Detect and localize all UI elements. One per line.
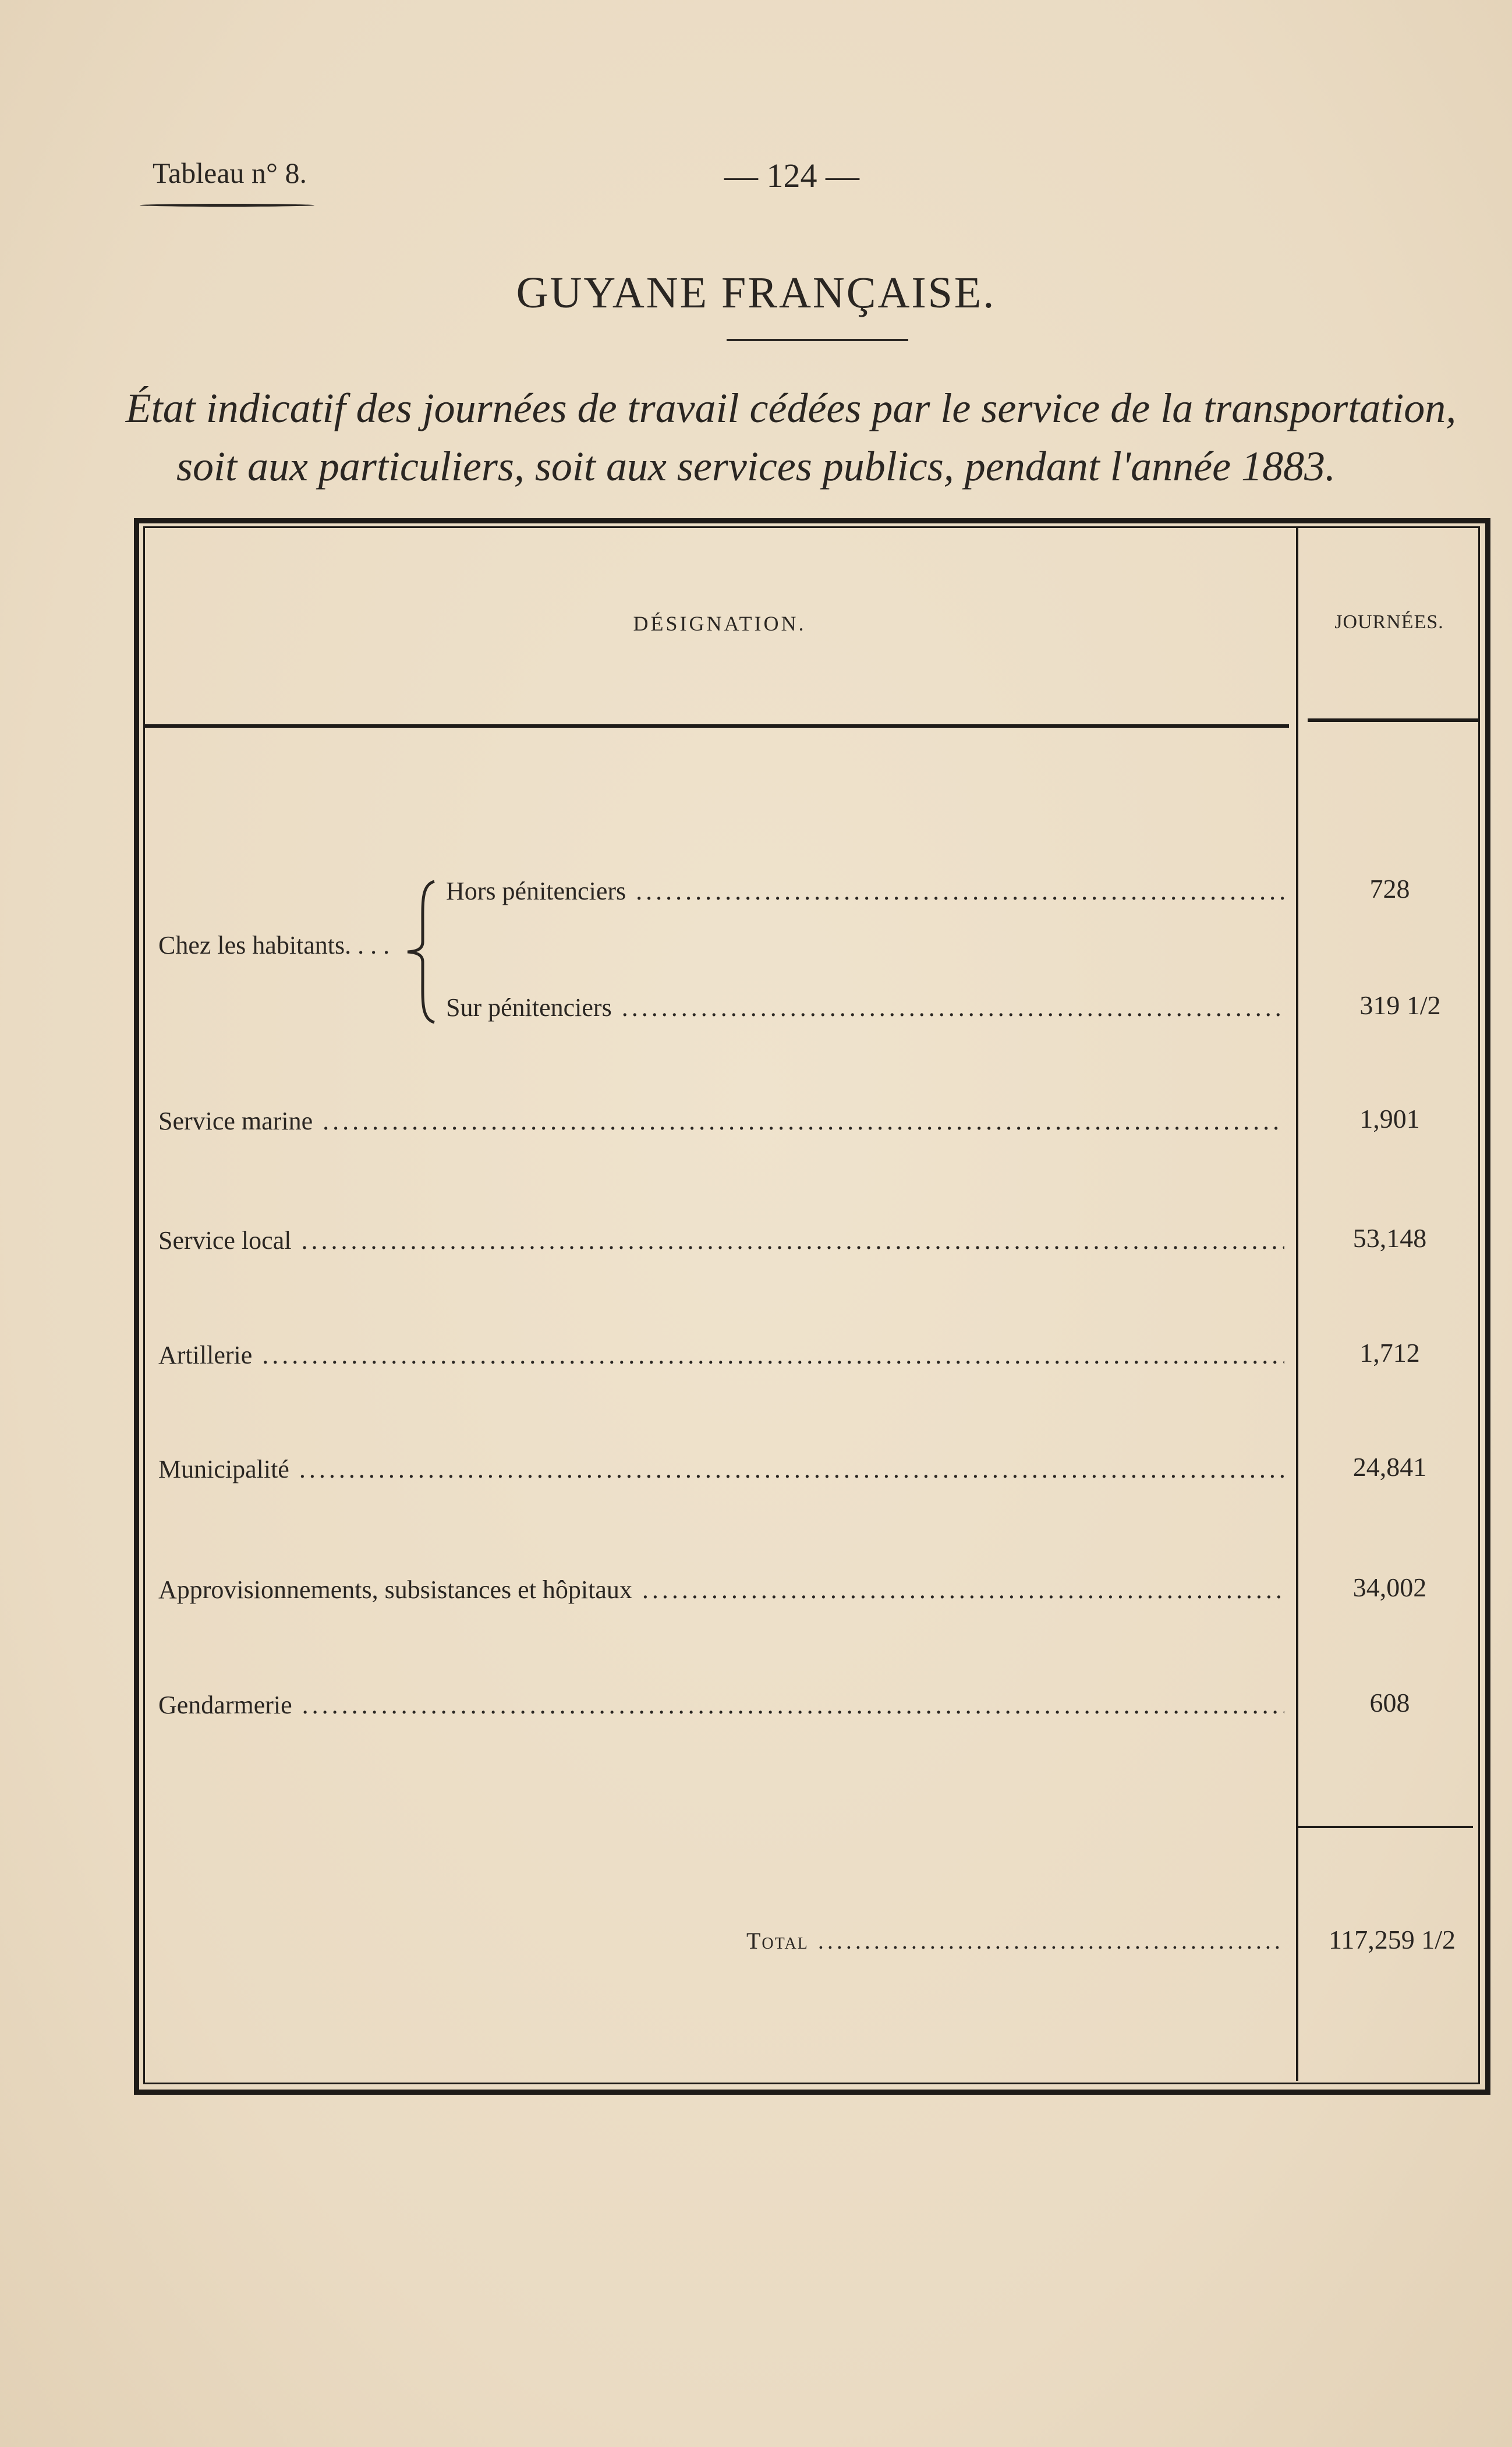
row-value-sur-penitenciers: 319 1/2	[1359, 990, 1441, 1020]
total-value: 117,259 1/2	[1328, 1925, 1456, 1954]
row-label-hors-penitenciers: Hors pénitenciers .....	[446, 876, 1284, 906]
row-label-sur-penitenciers: Sur pénitenciers .....	[446, 993, 1284, 1022]
row-label-artillerie: Artillerie .....	[158, 1340, 1284, 1370]
header-rule-designation	[143, 724, 1289, 728]
row-label-municipalite: Municipalité .....	[158, 1454, 1284, 1484]
row-label-service-local: Service local .....	[158, 1226, 1284, 1255]
group-label-chez-les-habitants: Chez les habitants. . . .	[158, 931, 390, 959]
brace-icon	[399, 879, 440, 1025]
page-title: GUYANE FRANÇAISE.	[516, 268, 996, 317]
subtitle-line-1: État indicatif des journées de travail cédées par le service de la transportation,	[125, 385, 1457, 431]
header-rule-journees	[1308, 718, 1480, 722]
row-value-service-local: 53,148	[1352, 1223, 1427, 1253]
row-label-service-marine: Service marine .....	[158, 1106, 1284, 1136]
row-value-artillerie: 1,712	[1359, 1338, 1420, 1368]
row-value-service-marine: 1,901	[1359, 1104, 1420, 1134]
row-value-hors-penitenciers: 728	[1369, 874, 1410, 904]
row-value-gendarmerie: 608	[1369, 1688, 1410, 1717]
column-divider	[1296, 526, 1298, 2081]
title-rule	[727, 339, 908, 341]
column-header-designation: DÉSIGNATION.	[633, 612, 806, 635]
page-number: — 124 —	[724, 157, 859, 194]
subtitle-line-2: soit aux particuliers, soit aux services publics, pendant l'année 1883.	[176, 443, 1336, 490]
row-label-gendarmerie: Gendarmerie .....	[158, 1690, 1284, 1720]
row-label-approvisionnements: Approvisionnements, subsistances et hôpitaux .....	[158, 1575, 1284, 1605]
total-rule	[1298, 1826, 1473, 1828]
row-value-approvisionnements: 34,002	[1352, 1573, 1427, 1602]
table-frame-inner	[143, 526, 1480, 2084]
total-label: Total .....	[746, 1927, 1282, 1954]
tableau-number: Tableau n° 8.	[153, 157, 307, 189]
tableau-underline	[140, 204, 314, 207]
row-value-municipalite: 24,841	[1352, 1452, 1427, 1482]
column-header-journees: JOURNÉES.	[1334, 611, 1444, 633]
